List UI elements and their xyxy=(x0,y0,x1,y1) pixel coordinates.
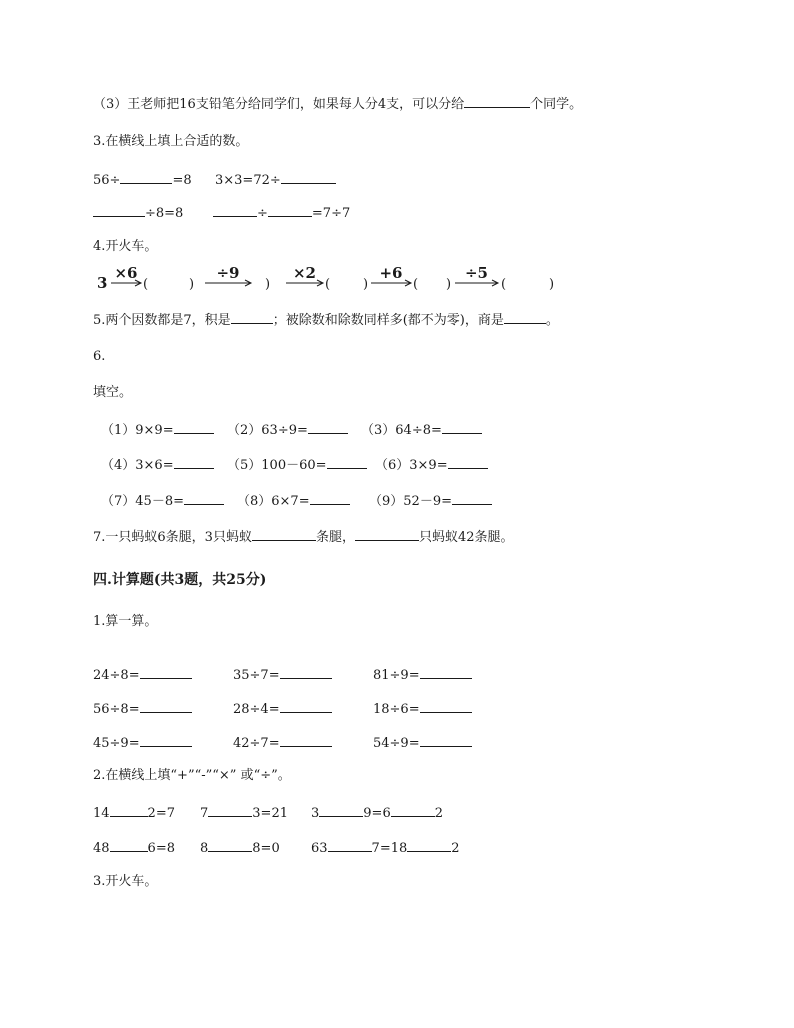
expr: 18÷6= xyxy=(373,702,420,717)
answer-blank[interactable] xyxy=(280,665,332,679)
expr: 45÷9= xyxy=(93,736,140,751)
train-op-label: ÷9 xyxy=(216,264,240,282)
train-op-label: +6 xyxy=(379,264,403,282)
answer-blank[interactable] xyxy=(319,803,363,817)
expr: 8=0 xyxy=(252,841,280,856)
train-op-label: ×6 xyxy=(114,264,138,282)
answer-blank[interactable] xyxy=(464,94,530,108)
expr: （4）3×6= xyxy=(101,458,174,473)
answer-blank[interactable] xyxy=(281,170,336,184)
answer-blank[interactable] xyxy=(327,455,367,469)
answer-blank[interactable] xyxy=(448,455,488,469)
expr: （2）63÷9= xyxy=(227,423,308,438)
answer-blank[interactable] xyxy=(407,838,451,852)
question-text: 5.两个因数都是7，积是 xyxy=(93,313,231,328)
answer-blank[interactable] xyxy=(280,699,332,713)
train-paren-open: ( xyxy=(325,277,331,292)
answer-blank[interactable] xyxy=(420,665,472,679)
question-5 xyxy=(93,310,559,330)
expr: （8）6×7= xyxy=(237,494,310,509)
expr: （5）100－60= xyxy=(227,458,327,473)
answer-blank[interactable] xyxy=(174,420,214,434)
answer-blank[interactable] xyxy=(310,491,350,505)
answer-blank[interactable] xyxy=(391,803,435,817)
question-6-title: 填空。 xyxy=(93,385,133,400)
answer-blank[interactable] xyxy=(184,491,224,505)
expr: 2 xyxy=(434,806,443,821)
expr: （6）3×9= xyxy=(375,458,448,473)
calc-2-title: 2.在横线上填“+”“-”“×” 或“÷”。 xyxy=(93,768,291,783)
question-text: ；被除数和除数同样多(都不为零)，商是 xyxy=(272,313,504,328)
answer-blank[interactable] xyxy=(504,310,546,324)
answer-blank[interactable] xyxy=(268,203,312,217)
expr: 3=21 xyxy=(252,806,288,821)
expr: 28÷4= xyxy=(233,702,280,717)
question-6-number: 6. xyxy=(93,349,106,364)
train-paren-close: ) xyxy=(189,277,195,292)
expr-suffix: =8 xyxy=(172,173,192,188)
question-7 xyxy=(93,527,514,547)
expr: 7=18 xyxy=(371,841,408,856)
expr: 24÷8= xyxy=(93,668,140,683)
question-3-title: 3.在横线上填上合适的数。 xyxy=(93,134,249,149)
train-paren-close: ) xyxy=(363,277,369,292)
answer-blank[interactable] xyxy=(110,803,148,817)
section-4-title: 四.计算题(共3题，共25分) xyxy=(93,572,267,588)
answer-blank[interactable] xyxy=(208,803,252,817)
question-suffix: 个同学。 xyxy=(530,97,583,112)
answer-blank[interactable] xyxy=(280,733,332,747)
answer-blank[interactable] xyxy=(231,310,273,324)
train-op-label: ÷5 xyxy=(464,264,489,282)
expr-prefix: 3×3=72÷ xyxy=(215,173,281,188)
answer-blank[interactable] xyxy=(120,170,172,184)
expr: 6=8 xyxy=(147,841,175,856)
expr: （7）45－8= xyxy=(101,494,184,509)
expr: 3 xyxy=(311,806,320,821)
train-chain xyxy=(93,262,573,298)
answer-blank[interactable] xyxy=(140,665,192,679)
train-paren-close: ) xyxy=(549,277,555,292)
answer-blank[interactable] xyxy=(355,527,419,541)
calc-1-title: 1.算一算。 xyxy=(93,614,158,629)
expr: 2=7 xyxy=(147,806,175,821)
train-paren-open: ( xyxy=(413,277,419,292)
answer-blank[interactable] xyxy=(308,420,348,434)
train-start: 3 xyxy=(97,274,108,292)
expr: （9）52－9= xyxy=(369,494,452,509)
question-4-title: 4.开火车。 xyxy=(93,239,158,254)
train-op-label: ×2 xyxy=(292,264,317,282)
expr-mid: ÷ xyxy=(257,206,268,221)
expr: 14 xyxy=(93,806,110,821)
question-text: 7.一只蚂蚁6条腿，3只蚂蚁 xyxy=(93,530,252,545)
answer-blank[interactable] xyxy=(252,527,316,541)
answer-blank[interactable] xyxy=(140,733,192,747)
question-text: 条腿， xyxy=(315,530,355,545)
train-paren-open: ( xyxy=(143,277,149,292)
train-paren-open: ( xyxy=(501,277,507,292)
answer-blank[interactable] xyxy=(420,733,472,747)
answer-blank[interactable] xyxy=(452,491,492,505)
answer-blank[interactable] xyxy=(420,699,472,713)
question-2-item-3 xyxy=(93,94,582,114)
expr: 42÷7= xyxy=(233,736,280,751)
expr: 9=6 xyxy=(363,806,391,821)
train-paren-close: ) xyxy=(446,277,452,292)
expr: （3）64÷8= xyxy=(361,423,442,438)
calc-3-title: 3.开火车。 xyxy=(93,874,158,889)
answer-blank[interactable] xyxy=(213,203,257,217)
expr: 35÷7= xyxy=(233,668,280,683)
question-text: （3）王老师把16支铅笔分给同学们，如果每人分4支，可以分给 xyxy=(93,97,465,112)
expr: 48 xyxy=(93,841,110,856)
answer-blank[interactable] xyxy=(110,838,148,852)
expr-prefix: 56÷ xyxy=(93,173,121,188)
expr-suffix: =7÷7 xyxy=(311,206,351,221)
answer-blank[interactable] xyxy=(140,699,192,713)
question-text: 。 xyxy=(545,313,559,328)
answer-blank[interactable] xyxy=(93,203,145,217)
expr: 56÷8= xyxy=(93,702,140,717)
answer-blank[interactable] xyxy=(174,455,214,469)
expr-suffix: ÷8=8 xyxy=(145,206,184,221)
answer-blank[interactable] xyxy=(442,420,482,434)
expr: 63 xyxy=(311,841,328,856)
expr: 7 xyxy=(200,806,209,821)
answer-blank[interactable] xyxy=(208,838,252,852)
question-text: 只蚂蚁42条腿。 xyxy=(418,530,514,545)
train-chain-graphic xyxy=(93,262,573,298)
answer-blank[interactable] xyxy=(328,838,372,852)
expr: 2 xyxy=(451,841,460,856)
expr: 81÷9= xyxy=(373,668,420,683)
expr: （1）9×9= xyxy=(101,423,174,438)
expr: 8 xyxy=(200,841,209,856)
train-paren-close: ) xyxy=(265,277,271,292)
expr: 54÷9= xyxy=(373,736,420,751)
